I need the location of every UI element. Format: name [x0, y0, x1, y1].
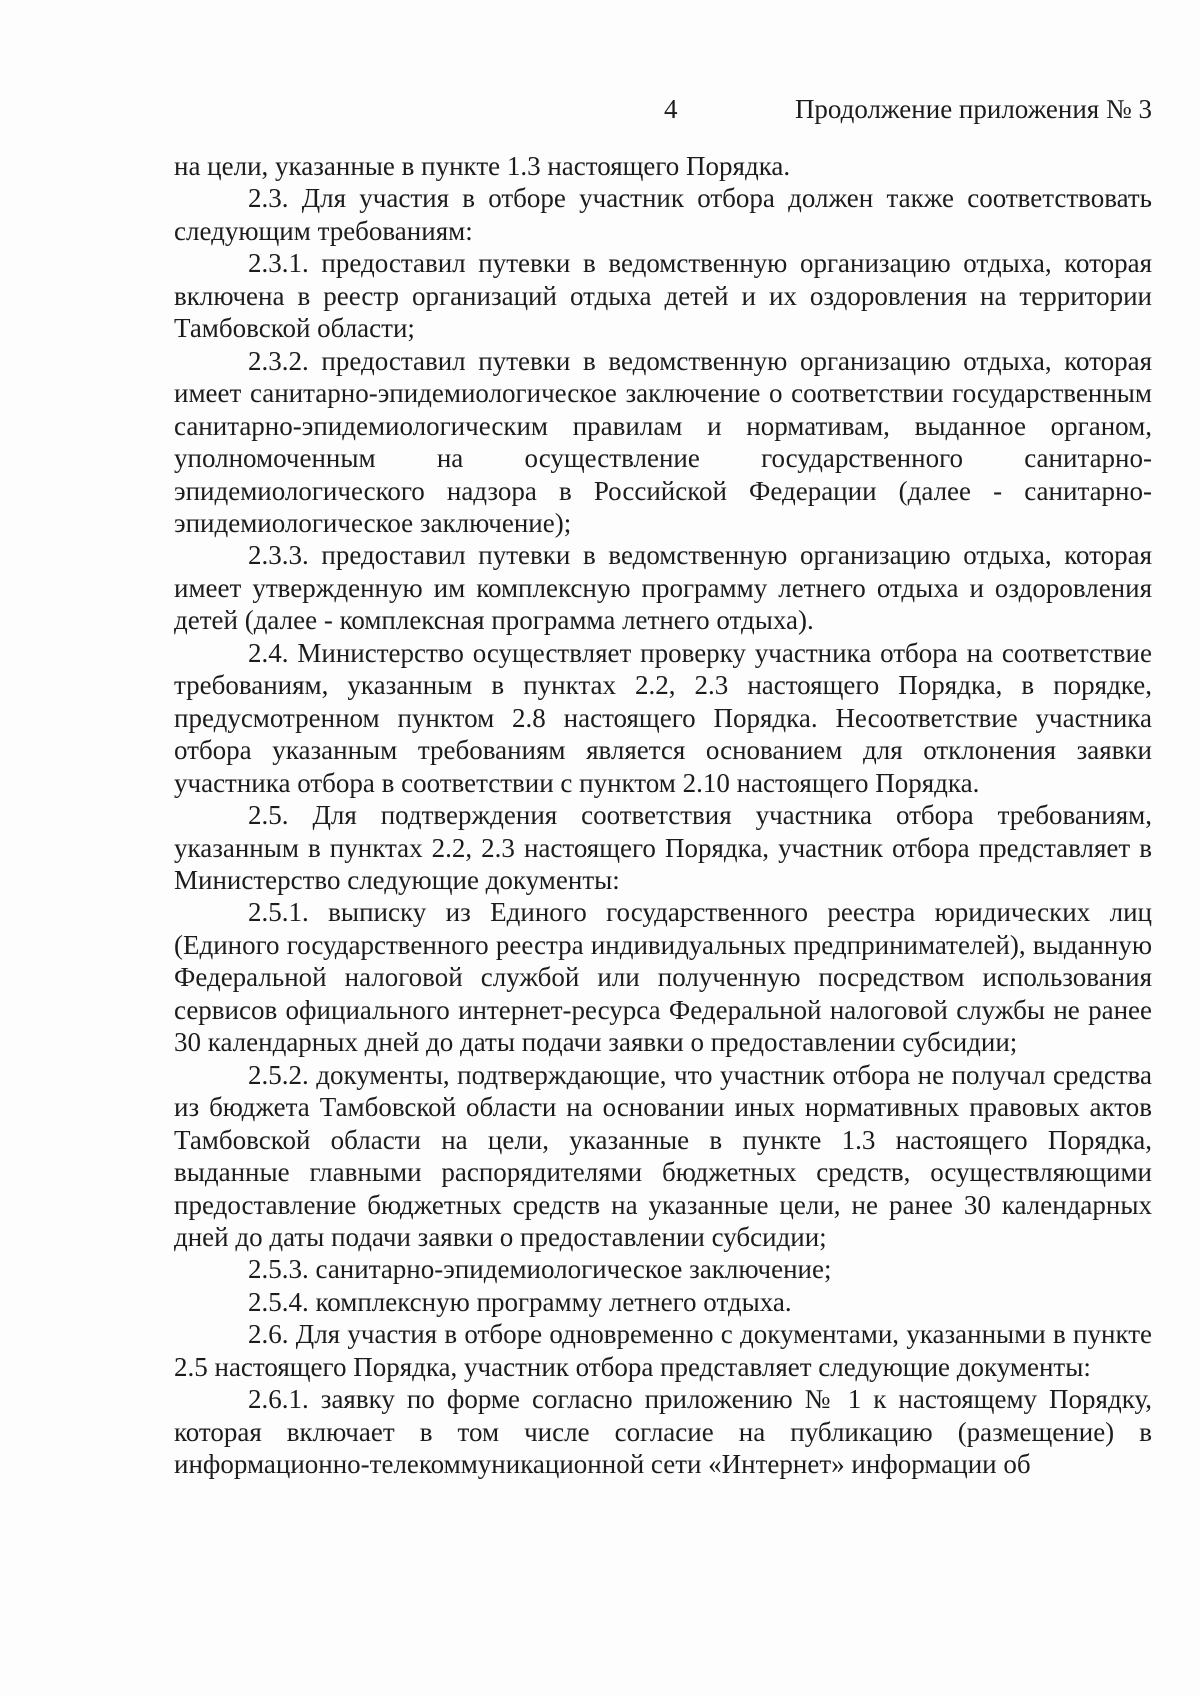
paragraph-2-6: 2.6. Для участия в отборе одновременно с документами, указанными в пункте 2.5 настоящего Порядка, участник отбора представляет следующие документы: — [174, 1319, 1152, 1382]
document-body — [174, 150, 1152, 1481]
paragraph-2-5-2: 2.5.2. документы, подтверждающие, что участник отбора не получал средства из бюджета Тамбовской области на основании иных нормативных правовых актов Тамбовской области на цели, указанные в пункте 1.3 настоящего Порядка, выданные главными распорядителями бюджетных средств, осуществляющими предоставление бюджетных средств на указанные цели, не ранее 30 календарных дней до даты подачи заявки о предоставлении субсидии; — [174, 1059, 1152, 1252]
paragraph-2-5-3: 2.5.3. санитарно-эпидемиологическое заключение; — [248, 1254, 832, 1285]
paragraph-2-5-1: 2.5.1. выписку из Единого государственного реестра юридических лиц (Единого государственного реестра индивидуальных предпринимателей), выданную Федеральной налоговой службой или полученную посредством использования сервисов официального интернет-ресурса Федеральной налоговой службы не ранее 30 календарных дней до даты подачи заявки о предоставлении субсидии; — [174, 897, 1152, 1058]
paragraph-2-3-1: 2.3.1. предоставил путевки в ведомственную организацию отдыха, которая включена в реестр организаций отдыха детей и их оздоровления на территории Тамбовской области; — [174, 248, 1152, 344]
paragraph-2-3: 2.3. Для участия в отборе участник отбора должен также соответствовать следующим требованиям: — [174, 183, 1152, 246]
paragraph-2-6-1: 2.6.1. заявку по форме согласно приложению № 1 к настоящему Порядку, которая включает в том числе согласие на публикацию (размещение) в информационно-телекоммуникационной сети «Интернет» информации об — [174, 1384, 1152, 1480]
paragraph-continuation: на цели, указанные в пункте 1.3 настоящего Порядка. — [174, 151, 791, 181]
page-header — [174, 94, 1152, 130]
page-number: 4 — [664, 94, 678, 124]
paragraph-2-3-2: 2.3.2. предоставил путевки в ведомственную организацию отдыха, которая имеет санитарно-эпидемиологическое заключение о соответствии государственным санитарно-эпидемиологическим правилам и нормативам, выданное органом, уполномоченным на осуществление государственного санитарно-эпидемиологического надзора в Российской Федерации (далее - санитарно-эпидемиологическое заключение); — [174, 345, 1152, 538]
paragraph-2-4: 2.4. Министерство осуществляет проверку участника отбора на соответствие требованиям, указанным в пунктах 2.2, 2.3 настоящего Порядка, в порядке, предусмотренном пунктом 2.8 настоящего Порядка. Несоответствие участника отбора указанным требованиям является основанием для отклонения заявки участника отбора в соответствии с пунктом 2.10 настоящего Порядка. — [174, 637, 1152, 798]
appendix-label: Продолжение приложения № 3 — [794, 94, 1152, 124]
paragraph-2-5: 2.5. Для подтверждения соответствия участника отбора требованиям, указанным в пунктах 2.2, 2.3 настоящего Порядка, участник отбора представляет в Министерство следующие документы: — [174, 800, 1152, 895]
paragraph-2-5-4: 2.5.4. комплексную программу летнего отдыха. — [248, 1286, 792, 1317]
paragraph-2-3-3: 2.3.3. предоставил путевки в ведомственную организацию отдыха, которая имеет утвержденную им комплексную программу летнего отдыха и оздоровления детей (далее - комплексная программа летнего отдыха). — [174, 540, 1152, 636]
